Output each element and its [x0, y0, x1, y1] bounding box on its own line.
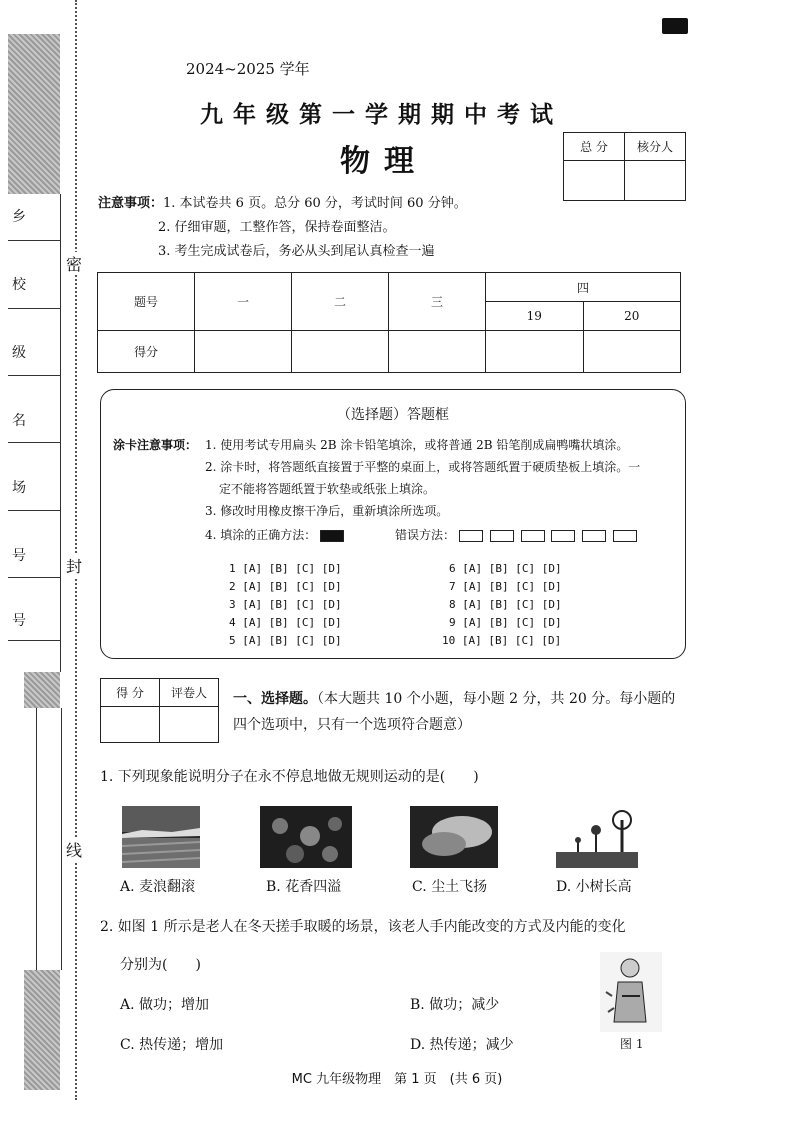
question-number-label: 题号	[98, 273, 195, 331]
answer-row[interactable]: 8 [A] [B] [C] [D]	[449, 598, 562, 611]
wrong-method	[395, 526, 640, 543]
answer-row[interactable]: 1 [A] [B] [C] [D]	[229, 562, 342, 575]
answer-row[interactable]: 4 [A] [B] [C] [D]	[229, 616, 342, 629]
score-cell[interactable]	[486, 331, 584, 373]
answer-row[interactable]: 9 [A] [B] [C] [D]	[449, 616, 562, 629]
col-header: 三	[389, 273, 486, 331]
filled-bubble-icon	[320, 530, 344, 542]
tree-growth-image	[556, 810, 638, 868]
answer-row[interactable]: 7 [A] [B] [C] [D]	[449, 580, 562, 593]
q1-option-c: C. 尘土飞扬	[412, 879, 488, 895]
old-man-figure-image	[600, 952, 662, 1032]
dot-bubble-icon	[490, 530, 514, 542]
answer-row[interactable]: 3 [A] [B] [C] [D]	[229, 598, 342, 611]
binding-strip-shading	[8, 34, 60, 194]
checker-label: 核分人	[625, 133, 686, 161]
q2-option-a: A. 做功；增加	[120, 997, 210, 1013]
answer-row[interactable]: 5 [A] [B] [C] [D]	[229, 634, 342, 647]
q1-option-b: B. 花香四溢	[266, 879, 342, 895]
strip-divider	[8, 240, 60, 241]
seal-char-mi: 密	[66, 252, 82, 275]
corner-marker	[662, 18, 688, 34]
total-score-label: 总 分	[564, 133, 625, 161]
q2-option-b: B. 做功；减少	[410, 997, 500, 1013]
answer-row[interactable]: 2 [A] [B] [C] [D]	[229, 580, 342, 593]
section-grader-box	[100, 678, 219, 743]
sub-col-header: 19	[486, 302, 584, 331]
grader-score-cell[interactable]	[101, 707, 160, 743]
note-item: 3. 考生完成试卷后，务必从头到尾认真检查一遍	[158, 244, 435, 259]
strip-label-township: 乡	[12, 209, 26, 225]
figure-1-caption: 图 1	[620, 1037, 644, 1051]
strip-divider	[8, 577, 60, 578]
strip-label-number: 号	[12, 548, 26, 564]
score-cell[interactable]	[583, 331, 681, 373]
slash-bubble-icon	[613, 530, 637, 542]
question-2-stem-cont: 分别为( )	[120, 957, 201, 973]
notes-heading: 注意事项：	[98, 196, 164, 211]
card-rule: 定不能将答题纸置于软垫或纸张上填涂。	[219, 482, 436, 496]
answer-frame-title: （选择题）答题框	[337, 407, 449, 423]
total-score-box	[563, 132, 686, 201]
strip-divider	[8, 442, 60, 443]
wheat-field-image	[122, 806, 200, 868]
grade-table	[97, 272, 681, 373]
grader-reviewer-label: 评卷人	[160, 679, 219, 707]
seal-char-feng: 封	[66, 554, 82, 577]
question-2-stem: 2. 如图 1 所示是老人在冬天搓手取暖的场景，该老人手内能改变的方式及内能的变化	[100, 919, 626, 935]
exam-notes	[98, 192, 467, 264]
card-rule: 4. 填涂的正确方法：	[205, 528, 317, 542]
page-footer: MC 九年级物理 第 1 页 (共 6 页)	[291, 1072, 503, 1087]
strip-label-name: 名	[12, 413, 26, 429]
q1-option-d: D. 小树长高	[556, 879, 632, 895]
exam-title: 九年级第一学期期中考试	[200, 101, 563, 128]
col-header: 四	[486, 273, 681, 302]
binding-strip-fields	[8, 194, 61, 672]
q2-option-d: D. 热传递；减少	[410, 1037, 514, 1053]
total-score-cell[interactable]	[564, 161, 625, 201]
section-one-title: 一、选择题。	[233, 691, 317, 707]
section-one-heading	[233, 686, 683, 738]
outline-bubble-icon	[582, 530, 606, 542]
section-one-desc: （本大题共 10 个小题，每小题 2 分，共 20 分。每小题的四个选项中，只有一个选项符合题意）	[233, 691, 676, 733]
q1-option-a: A. 麦浪翻滚	[120, 879, 196, 895]
q2-option-c: C. 热传递；增加	[120, 1037, 224, 1053]
note-item: 2. 仔细审题，工整作答，保持卷面整洁。	[158, 220, 396, 235]
strip-divider	[8, 510, 60, 511]
score-cell[interactable]	[195, 331, 292, 373]
card-rule: 1. 使用考试专用扁头 2B 涂卡铅笔填涂，或将普通 2B 铅笔削成扁鸭嘴状填涂。	[205, 438, 629, 452]
answer-frame	[100, 389, 686, 659]
grader-score-label: 得 分	[101, 679, 160, 707]
school-year: 2024~2025 学年	[186, 60, 310, 78]
strip-divider	[8, 375, 60, 376]
cross-bubble-icon	[521, 530, 545, 542]
strip-label-number2: 号	[12, 613, 26, 629]
card-rule: 2. 涂卡时，将答题纸直接置于平整的桌面上，或将答题纸置于硬质垫板上填涂。一	[205, 460, 641, 474]
checker-cell[interactable]	[625, 161, 686, 201]
correct-method	[205, 526, 347, 543]
flower-image	[260, 806, 352, 868]
note-item: 1. 本试卷共 6 页。总分 60 分，考试时间 60 分钟。	[163, 196, 467, 211]
strip-label-grade: 级	[12, 345, 26, 361]
half-fill-bubble-icon	[551, 530, 575, 542]
dust-image	[410, 806, 498, 868]
binding-strip-shading	[24, 672, 60, 708]
strip-label-room: 场	[12, 480, 26, 496]
seal-char-xian: 线	[66, 838, 82, 861]
answer-row[interactable]: 6 [A] [B] [C] [D]	[449, 562, 562, 575]
subject-title: 物理	[340, 144, 428, 179]
card-notes-label: 涂卡注意事项：	[113, 438, 198, 452]
answer-row[interactable]: 10 [A] [B] [C] [D]	[442, 634, 562, 647]
score-cell[interactable]	[292, 331, 389, 373]
sub-col-header: 20	[583, 302, 681, 331]
binding-strip-blank	[36, 708, 62, 970]
grader-reviewer-cell[interactable]	[160, 707, 219, 743]
strip-divider	[8, 308, 60, 309]
col-header: 一	[195, 273, 292, 331]
question-1-stem: 1. 下列现象能说明分子在永不停息地做无规则运动的是( )	[100, 769, 479, 785]
wrong-method-label: 错误方法：	[395, 528, 456, 542]
seal-line	[75, 0, 77, 1100]
card-rule: 3. 修改时用橡皮擦干净后，重新填涂所选项。	[205, 504, 449, 518]
score-cell[interactable]	[389, 331, 486, 373]
score-row-label: 得分	[98, 331, 195, 373]
check-mark-bubble-icon	[459, 530, 483, 542]
strip-divider	[8, 640, 60, 641]
strip-label-school: 校	[12, 277, 26, 293]
col-header: 二	[292, 273, 389, 331]
